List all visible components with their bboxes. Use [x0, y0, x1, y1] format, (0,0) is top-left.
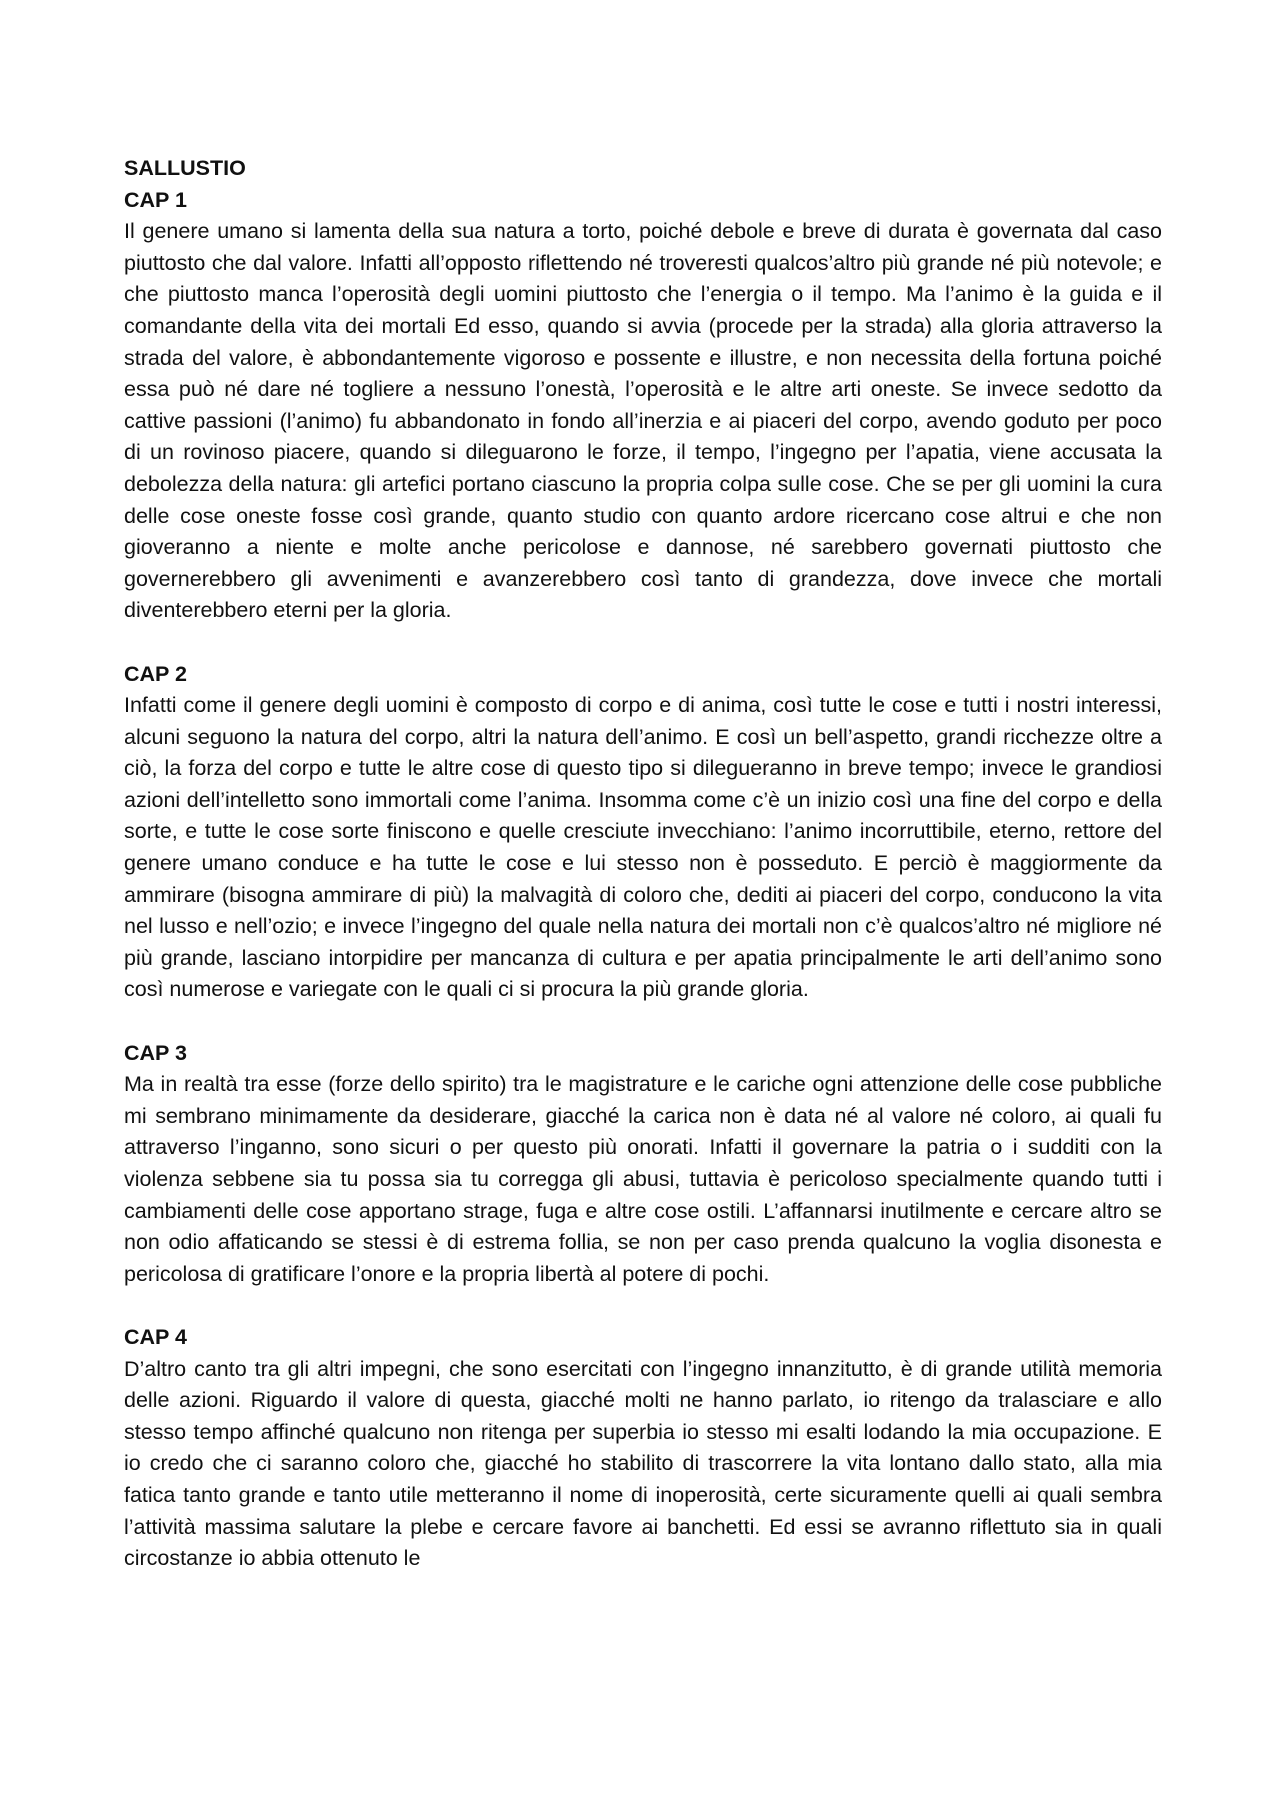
- chapter-heading: CAP 2: [124, 661, 187, 686]
- document-title: SALLUSTIO: [124, 156, 246, 180]
- chapter-heading: CAP 3: [124, 1040, 187, 1065]
- chapter-3: [124, 1038, 1162, 1291]
- chapter-body: Infatti come il genere degli uomini è composto di corpo e di anima, così tutte le cose e tutti i nostri interessi, alcuni seguono la natura del corpo, altri la natura dell’animo. E così un bell’aspetto, grandi ricchezze oltre a ciò, la forza del corpo e tutte le altre cose di questo tipo si dilegueranno in breve tempo; invece le grandiosi azioni dell’intelletto sono immortali come l’anima. Insomma come c’è un inizio così una fine del corpo e della sorte, e tutte le cose sorte finiscono e quelle cresciute invecchiano: l’animo incorruttibile, eterno, rettore del genere umano conduce e ha tutte le cose e lui stesso non è posseduto. E perciò è maggiormente da ammirare (bisogna ammirare di più) la malvagità di coloro che, dediti ai piaceri del corpo, conducono la vita nel lusso e nell’ozio; e invece l’ingegno del quale nella natura dei mortali non c’è qualcos’altro né migliore né più grande, lasciano intorpidire per mancanza di cultura e per apatia principalmente le arti dell’animo sono così numerose e variegate con le quali ci si procura la più grande gloria.: [124, 693, 1162, 1002]
- chapter-body: Il genere umano si lamenta della sua natura a torto, poiché debole e breve di durata è governata dal caso piuttosto che dal valore. Infatti all’opposto riflettendo né troveresti qualcos’altro più grande né più notevole; e che piuttosto manca l’operosità degli uomini piuttosto che l’energia o il tempo. Ma l’animo è la guida e il comandante della vita dei mortali Ed esso, quando si avvia (procede per la strada) alla gloria attraverso la strada del valore, è abbondantemente vigoroso e possente e illustre, e non necessita della fortuna poiché essa può né dare né togliere a nessuno l’onestà, l’operosità e le altre arti oneste. Se invece sedotto da cattive passioni (l’animo) fu abbandonato in fondo all’inerzia e ai piaceri del corpo, avendo goduto per poco di un rovinoso piacere, quando si dileguarono le forze, il tempo, l’ingegno per l’apatia, viene accusata la debolezza della natura: gli artefici portano ciascuno la propria colpa sulle cose. Che se per gli uomini la cura delle cose oneste fosse così grande, quanto studio con quanto ardore ricercano cose altrui e che non gioveranno a niente e molte anche pericolose e dannose, né sarebbero governati piuttosto che governerebbero gli avvenimenti e avanzerebbero così tanto di grandezza, dove invece che mortali diventerebbero eterni per la gloria.: [124, 219, 1162, 623]
- chapter-body: D’altro canto tra gli altri impegni, che sono esercitati con l’ingegno innanzitutto, è di grande utilità memoria delle azioni. Riguardo il valore di questa, giacché molti ne hanno parlato, io ritengo da tralasciare e allo stesso tempo affinché qualcuno non ritenga per superbia io stesso mi esalti lodando la mia occupazione. E io credo che ci saranno coloro che, giacché ho stabilito di trascorrere la vita lontano dallo stato, alla mia fatica tanto grande e tanto utile metteranno il nome di inoperosità, certe sicuramente quelli ai quali sembra l’attività massima salutare la plebe e cercare favore ai banchetti. Ed essi se avranno riflettuto sia in quali circostanze io abbia ottenuto le: [124, 1356, 1162, 1571]
- chapter-heading: CAP 1: [124, 187, 187, 212]
- chapter-1: [124, 185, 1162, 627]
- document-content: [124, 153, 1162, 1606]
- chapter-4: [124, 1322, 1162, 1575]
- chapter-body: Ma in realtà tra esse (forze dello spirito) tra le magistrature e le cariche ogni attenzione delle cose pubbliche mi sembrano minimamente da desiderare, giacché la carica non è data né al valore né coloro, ai quali fu attraverso l’inganno, sono sicuri o per questo più onorati. Infatti il governare la patria o i sudditi con la violenza sebbene sia tu possa sia tu corregga gli abusi, tuttavia è pericoloso specialmente quando tutti i cambiamenti delle cose apportano strage, fuga e altre cose ostili. L’affannarsi inutilmente e cercare altro se non odio affaticando se stessi è di estrema follia, se non per caso prenda qualcuno la voglia disonesta e pericolosa di gratificare l’onore e la propria libertà al potere di pochi.: [124, 1072, 1162, 1286]
- chapter-2: [124, 659, 1162, 1007]
- chapter-heading: CAP 4: [124, 1324, 187, 1349]
